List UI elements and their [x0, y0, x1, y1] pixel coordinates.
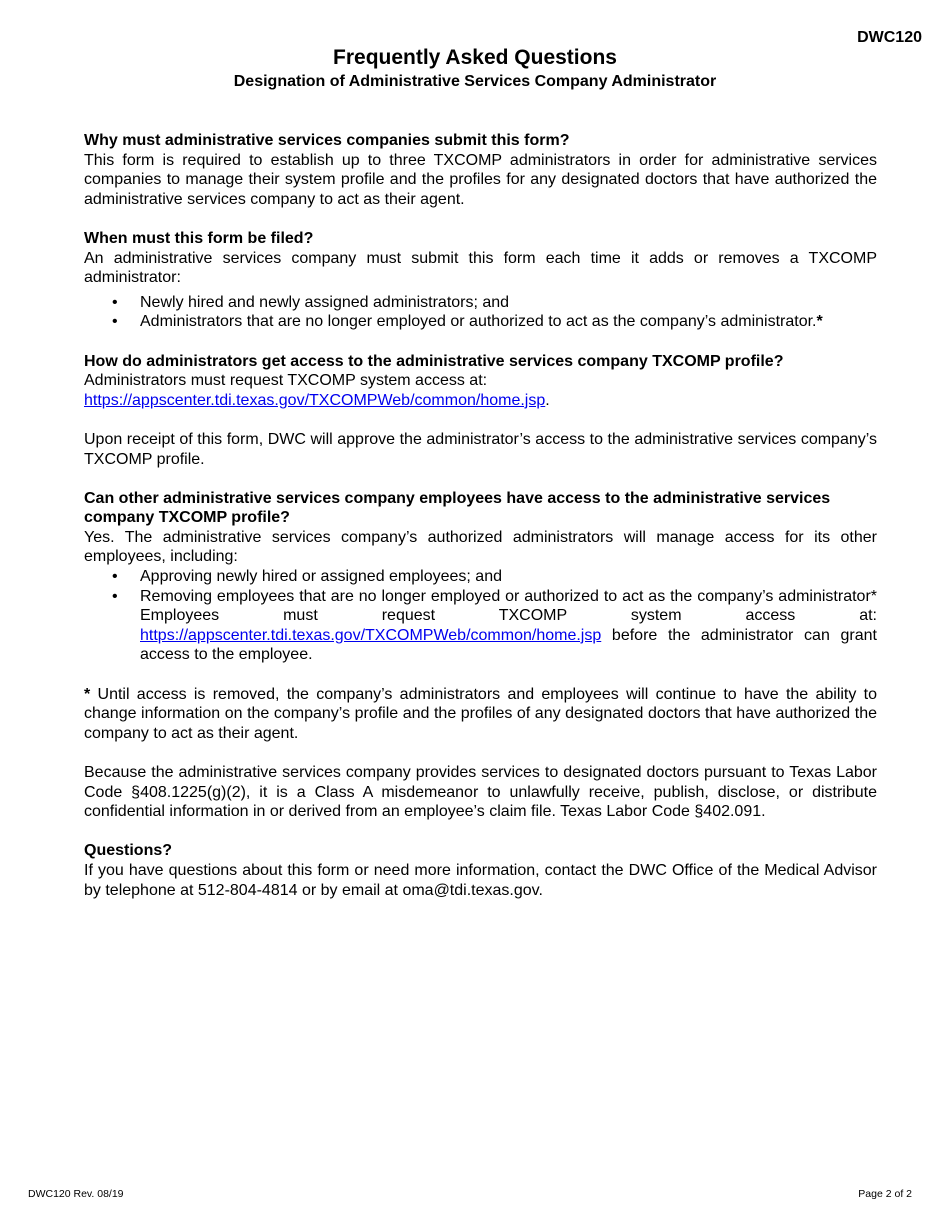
- txcomp-link[interactable]: https://appscenter.tdi.texas.gov/TXCOMPWeb/common/home.jsp: [84, 391, 546, 409]
- footer-revision: DWC120 Rev. 08/19: [28, 1188, 124, 1200]
- page-title: Frequently Asked Questions: [333, 46, 617, 69]
- txcomp-link-employees[interactable]: https://appscenter.tdi.texas.gov/TXCOMPWeb/common/home.jsp: [140, 626, 602, 644]
- faq-question-why: Why must administrative services companies submit this form?: [84, 132, 570, 149]
- faq-question-access: How do administrators get access to the administrative services company TXCOMP profile?: [84, 352, 784, 370]
- faq-answer-employees: Yes. The administrative services company’s authorized administrators will manage access for its other employees, including:: [84, 528, 877, 566]
- footer-page-number: Page 2 of 2: [858, 1188, 912, 1200]
- list-item: • Removing employees that are no longer employed or authorized to act as the company’s administrator* Employees must request TXCOMP system access at: https://appscenter.tdi.texas.gov/TXCOMPWeb/common/home.jsp before the administrator can grant access to the employee.: [84, 587, 877, 665]
- access-link-line: https://appscenter.tdi.texas.gov/TXCOMPWeb/common/home.jsp.: [84, 391, 550, 409]
- legal-notice: Because the administrative services company provides services to designated doctors pursuant to Texas Labor Code §408.1225(g)(2), it is a Class A misdemeanor to unlawfully receive, publish, disclose, or distribute confidential information in or derived from an employee’s claim file. Texas Labor Code §402.091.: [84, 764, 877, 821]
- faq-question-employees: Can other administrative services company employees have access to the administrative services company TXCOMP profile?: [84, 489, 831, 527]
- employee-access-list: [84, 567, 877, 665]
- form-id: DWC120: [857, 29, 922, 46]
- faq-answer-when: An administrative services company must submit this form each time it adds or removes a TXCOMP administrator:: [84, 249, 877, 287]
- asterisk-note: * Until access is removed, the company’s administrators and employees will continue to have the ability to change information on the company’s profile and the profiles of any designated doctors that have authorized the company to act as their agent.: [84, 685, 877, 742]
- filing-reasons-list: [84, 293, 877, 332]
- faq-content: [84, 131, 877, 900]
- faq-answer-access: Administrators must request TXCOMP system access at:: [84, 372, 488, 390]
- page-subtitle: Designation of Administrative Services Company Administrator: [233, 73, 717, 90]
- faq-answer-why: This form is required to establish up to three TXCOMP administrators in order for administrative services companies to manage their system profile and the profiles for any designated doctors that have authorized the administrative services company to act as their agent.: [84, 151, 877, 208]
- list-item: • Approving newly hired or assigned employees; and: [84, 567, 877, 587]
- list-item: • Newly hired and newly assigned administrators; and: [84, 293, 877, 313]
- faq-answer-questions: If you have questions about this form or need more information, contact the DWC Office of the Medical Advisor by telephone at 512-804-4814 or by email at oma@tdi.texas.gov.: [84, 861, 877, 899]
- list-item: • Administrators that are no longer employed or authorized to act as the company’s administrator.*: [84, 312, 877, 332]
- faq-question-when: When must this form be filed?: [84, 229, 314, 247]
- faq-answer-access-followup: Upon receipt of this form, DWC will approve the administrator’s access to the administrative services company’s TXCOMP profile.: [84, 430, 877, 468]
- faq-question-questions: Questions?: [84, 842, 173, 860]
